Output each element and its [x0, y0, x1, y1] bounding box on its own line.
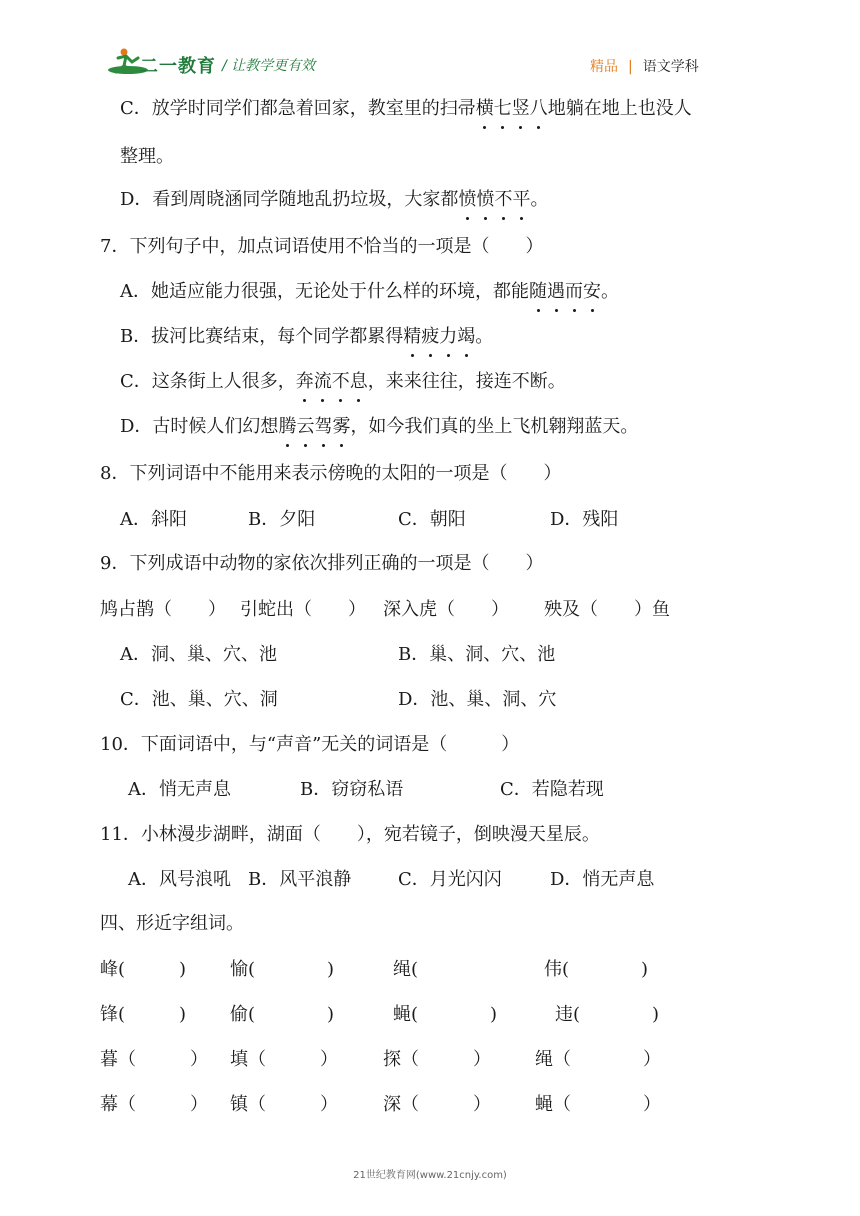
dotted-char: 竭 — [457, 326, 476, 347]
question-11: 11．小林漫步湖畔，湖面（ ），宛若镜子，倒映漫天星辰。 — [100, 824, 600, 845]
dotted-char: 随 — [529, 281, 547, 302]
dotted-char: 而 — [565, 281, 583, 302]
word-cell: 伟( ) — [544, 959, 649, 980]
dotted-char: 遇 — [547, 281, 565, 302]
text: 。 — [601, 281, 619, 302]
dotted-char: 腾 — [278, 416, 297, 437]
dotted-char: 不 — [494, 189, 513, 210]
question-10: 10．下面词语中，与“声音”无关的词语是（ ） — [100, 734, 520, 755]
option-b: B．风平浪静 — [248, 869, 352, 890]
word-cell: 填（ ） — [230, 1049, 338, 1070]
dotted-char: 平 — [512, 189, 531, 210]
section-heading: 四、形近字组词。 — [100, 913, 244, 934]
question-9: 9．下列成语中动物的家依次排列正确的一项是（ ） — [100, 553, 544, 574]
option-b: B．夕阳 — [248, 509, 316, 530]
dotted-char: 愤 — [476, 189, 495, 210]
question-8: 8．下列词语中不能用来表示傍晚的太阳的一项是（ ） — [100, 463, 562, 484]
logo-text: 二一教育 — [140, 56, 216, 77]
text: 。 — [530, 189, 549, 210]
option-d: D．悄无声息 — [550, 869, 655, 890]
dotted-char: 疲 — [421, 326, 440, 347]
option-c: C．池、巢、穴、洞 — [120, 689, 278, 710]
text: C．这条街上人很多， — [120, 371, 296, 392]
dotted-char: 力 — [439, 326, 458, 347]
option-c: C．若隐若现 — [500, 779, 604, 800]
badge-subject: 语文学科 — [642, 59, 699, 75]
option-b: B．巢、洞、穴、池 — [398, 644, 556, 665]
dotted-char: 安 — [583, 281, 601, 302]
option-a: A．斜阳 — [120, 509, 187, 530]
dotted-char: 雾 — [332, 416, 351, 437]
dotted-char: 愤 — [458, 189, 477, 210]
word-cell: 幕（ ） — [100, 1094, 208, 1115]
text: ，如今我们真的坐上飞机翱翔蓝天。 — [350, 416, 639, 437]
word-cell: 绳（ ） — [535, 1049, 661, 1070]
dotted-char: 不 — [331, 371, 350, 392]
word-cell: 深（ ） — [383, 1094, 491, 1115]
idiom-item: 鸠占鹊（ ） — [100, 599, 226, 620]
option-a: A．风号浪吼 — [128, 869, 231, 890]
word-cell: 违( ) — [555, 1004, 660, 1025]
word-cell: 探（ ） — [383, 1049, 491, 1070]
option-line — [120, 415, 638, 439]
badge-separator: | — [628, 59, 633, 75]
option-a: A．悄无声息 — [128, 779, 231, 800]
idiom-item: 深入虎（ ） — [383, 599, 509, 620]
text: ，来来往往，接连不断。 — [367, 371, 566, 392]
word-cell: 偷( ) — [230, 1004, 335, 1025]
text: D．看到周晓涵同学随地乱扔垃圾，大家都 — [120, 189, 459, 210]
option-line — [120, 325, 493, 349]
dotted-char: 七 — [493, 98, 512, 119]
text: D．古时候人们幻想 — [120, 416, 279, 437]
idiom-item: 殃及（ ）鱼 — [544, 599, 670, 620]
dotted-char: 云 — [296, 416, 315, 437]
text: C．放学时同学们都急着回家，教室里的扫帚 — [120, 98, 476, 119]
dotted-char: 竖 — [511, 98, 530, 119]
page-header — [0, 0, 860, 90]
dotted-char: 奔 — [295, 371, 314, 392]
option-line: 整理。 — [120, 146, 174, 167]
option-c: C．月光闪闪 — [398, 869, 502, 890]
word-cell: 愉( ) — [230, 959, 335, 980]
word-cell: 镇（ ） — [230, 1094, 338, 1115]
option-c: C．朝阳 — [398, 509, 466, 530]
option-a: A．洞、巢、穴、池 — [120, 644, 277, 665]
dotted-char: 横 — [475, 98, 494, 119]
word-cell: 绳( — [393, 959, 545, 980]
text: 。 — [475, 326, 494, 347]
slogan: / 让教学更有效 — [222, 58, 316, 74]
word-cell: 蝇（ ） — [535, 1094, 661, 1115]
option-line — [120, 370, 566, 394]
idiom-item: 引蛇出（ ） — [240, 599, 366, 620]
word-cell: 蝇( ) — [393, 1004, 498, 1025]
word-cell: 锋( ) — [100, 1004, 187, 1025]
dotted-char: 精 — [403, 326, 422, 347]
option-line — [120, 188, 548, 212]
dotted-char: 息 — [349, 371, 368, 392]
page-footer: 21世纪教育网(www.21cnjy.com) — [353, 1170, 507, 1181]
text: A．她适应能力很强，无论处于什么样的环境，都能 — [120, 281, 529, 302]
dotted-char: 驾 — [314, 416, 333, 437]
question-7: 7．下列句子中，加点词语使用不恰当的一项是（ ） — [100, 236, 544, 257]
word-cell: 暮（ ） — [100, 1049, 208, 1070]
option-b: B．窃窃私语 — [300, 779, 404, 800]
option-line — [120, 97, 692, 121]
text: 地躺在地上也没人 — [547, 98, 692, 119]
subject-badge — [590, 56, 699, 76]
dotted-char: 流 — [313, 371, 332, 392]
dotted-char: 八 — [529, 98, 548, 119]
badge-main: 精品 — [590, 59, 618, 75]
text: B．拔河比赛结束，每个同学都累得 — [120, 326, 404, 347]
option-d: D．池、巢、洞、穴 — [398, 689, 557, 710]
option-d: D．残阳 — [550, 509, 619, 530]
option-line — [120, 280, 619, 304]
word-cell: 峰( ) — [100, 959, 187, 980]
